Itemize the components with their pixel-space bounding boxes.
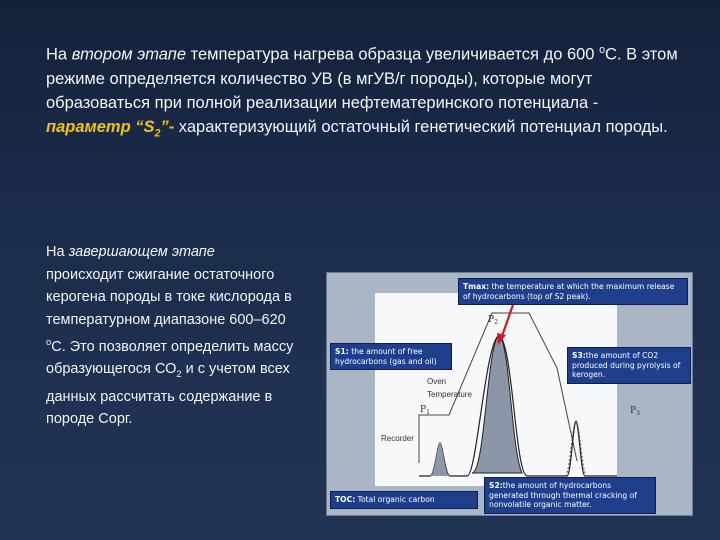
label-p3: $P_3$ <box>630 406 640 417</box>
text: На <box>46 45 72 64</box>
label-p1: $P_1$ <box>420 405 430 416</box>
tmax-callout: Tmax: the temperature at which the maximum release of hydrocarbons (top of S2 peak). <box>458 278 688 305</box>
subscript: 2 <box>176 368 182 380</box>
label-temperature: Temperature <box>427 390 472 399</box>
paragraph-stage-two <box>46 38 686 146</box>
s1-callout: S1: the amount of free hydrocarbons (gas and oil) <box>330 343 452 370</box>
label-recorder: Recorder <box>381 434 414 443</box>
parameter-s2: параметр “$S_2”-$ <box>46 118 175 140</box>
stage-emphasis: втором этапе <box>71 45 187 64</box>
s3-callout: S3:the amount of CO2 produced during pyrolysis of kerogen. <box>567 347 691 384</box>
degree-sign: o <box>599 44 606 56</box>
paragraph-final-stage <box>46 241 296 431</box>
text: и с учетом всех данных рассчитать содержание в породе Сорг. <box>46 361 290 428</box>
stage-emphasis: завершающем этапе <box>68 244 215 260</box>
s2-callout: S2:the amount of hydrocarbons generated through thermal cracking of nonvolatile organic matter. <box>484 477 656 514</box>
text: На <box>46 244 69 260</box>
toc-callout: TOC: Total organic carbon <box>330 491 478 509</box>
rock-eval-pyrogram-figure <box>326 272 693 516</box>
text: характеризующий остаточный генетический потенциал породы. <box>174 118 668 137</box>
text: С. Это позволяет определить массу образующегося СО <box>46 338 294 378</box>
text: температура нагрева образца увеличивается до 600 <box>186 45 600 64</box>
label-oven: Oven <box>427 377 447 386</box>
label-p2: $P_2$ <box>488 315 498 326</box>
text: происходит сжигание остаточного керогена породы в токе кислорода в температурном диапазоне 600–620 <box>46 266 292 328</box>
degree-sign: o <box>46 336 52 347</box>
text: С. В этом режиме определяется количество УВ (в мгУВ/г породы), которые могут образоваться при полной реализации нефтематеринского потенциала - <box>46 45 678 113</box>
